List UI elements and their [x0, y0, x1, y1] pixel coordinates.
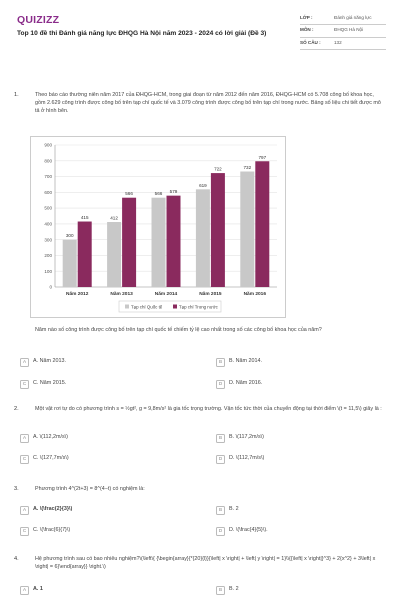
document-meta	[300, 13, 386, 50]
data-label: 722	[214, 166, 222, 172]
option-b[interactable]	[216, 504, 239, 516]
option-text: A. \(112,2m/s\)	[33, 434, 68, 441]
question-number: 1.	[14, 92, 19, 98]
option-text: C. \(\frac{6}{7}\)	[33, 527, 71, 534]
meta-value: ĐHQG Hà Nội	[334, 27, 364, 33]
bar-international	[240, 172, 254, 287]
question-text: Phương trình 4^(2t+3) = 8^(4−t) có nghiệm là:	[35, 486, 145, 492]
meta-label: MÔN :	[300, 27, 314, 33]
question-followup-text: Năm nào số công trình được công bố trên tạp chí quốc tế chiếm tỷ lệ cao nhất trong số các công bố khoa học của năm?	[35, 327, 322, 333]
option-c[interactable]	[20, 378, 66, 390]
option-letter: D	[216, 455, 225, 464]
meta-label: LỚP :	[300, 15, 313, 20]
option-text: B. 2	[229, 506, 239, 513]
data-label: 412	[110, 215, 118, 221]
option-text: B. Năm 2014.	[229, 358, 262, 365]
option-text: D. \(\frac{4}{5}\).	[229, 527, 268, 534]
option-letter: C	[20, 455, 29, 464]
option-d[interactable]	[216, 378, 262, 390]
legend-swatch	[173, 305, 177, 309]
y-tick-label: 0	[49, 284, 52, 290]
option-a[interactable]	[20, 432, 68, 444]
option-letter: B	[216, 586, 225, 595]
meta-class-row	[300, 13, 386, 25]
quizizz-logo: QUIZIZZ	[17, 14, 60, 26]
y-tick-label: 400	[44, 221, 52, 227]
option-letter: A	[20, 586, 29, 595]
option-letter: A	[20, 434, 29, 443]
y-tick-label: 100	[44, 268, 52, 274]
y-tick-label: 700	[44, 174, 52, 180]
x-tick-label: Năm 2014	[154, 292, 178, 297]
data-label: 619	[199, 182, 207, 188]
y-tick-label: 500	[44, 205, 52, 211]
bar-domestic	[211, 173, 225, 287]
option-c[interactable]	[20, 453, 69, 465]
meta-subject-row	[300, 25, 386, 37]
meta-value: 132	[334, 39, 342, 45]
option-c[interactable]	[20, 525, 70, 537]
option-text: A. \(\frac{2}{3}\)	[33, 506, 73, 513]
data-label: 579	[169, 189, 178, 195]
y-tick-label: 900	[44, 142, 52, 148]
option-letter: D	[216, 527, 225, 536]
document-header	[0, 0, 400, 72]
y-tick-label: 300	[44, 237, 52, 243]
option-letter: B	[216, 434, 225, 443]
option-text: A. Năm 2013.	[33, 358, 66, 365]
option-a[interactable]	[20, 584, 43, 596]
bar-international	[196, 189, 210, 287]
option-letter: A	[20, 506, 29, 515]
question-text: Theo báo cáo thường niên năm 2017 của ĐHQG-HCM, trong giai đoạn từ năm 2012 đến năm 2016, ĐHQG-HCM có 5.708 công bố khoa học, gồm 2.629 công trình được công bố trên tạp chí quốc tế và 3.079 công trình được công bố trên tạp chí trong nước. Bảng số liệu chi tiết được mô tả ở hình bên.	[35, 92, 381, 114]
meta-count-row	[300, 38, 386, 50]
x-tick-label: Năm 2013	[110, 292, 133, 297]
question-number: 2.	[14, 406, 19, 412]
option-b[interactable]	[216, 356, 262, 368]
option-text: C. \(127,7m/s\)	[33, 455, 69, 462]
x-tick-label: Năm 2015	[199, 292, 222, 297]
chart-svg	[31, 137, 287, 319]
publication-bar-chart	[30, 136, 286, 318]
legend-label: Tạp chí Trong nước	[179, 304, 218, 310]
y-tick-label: 600	[44, 189, 52, 195]
option-letter: A	[20, 358, 29, 367]
option-a[interactable]	[20, 356, 66, 368]
data-label: 300	[65, 233, 74, 239]
option-text: B. 2	[229, 586, 239, 593]
option-letter: C	[20, 527, 29, 536]
option-b[interactable]	[216, 432, 264, 444]
data-label: 797	[258, 154, 267, 160]
y-tick-label: 200	[44, 253, 52, 259]
data-label: 415	[80, 215, 89, 221]
option-d[interactable]	[216, 453, 264, 465]
option-d[interactable]	[216, 525, 268, 537]
option-text: D. \(112,7m/s\)	[229, 455, 265, 462]
option-letter: D	[216, 380, 225, 389]
legend-label: Tạp chí Quốc tế	[131, 304, 163, 310]
bar-domestic	[167, 196, 181, 287]
option-text: C. Năm 2015.	[33, 380, 67, 387]
question-text: Một vật rơi tự do có phương trình s = ½gt², g = 9,8m/s² là gia tốc trọng trường. Vận tốc tức thời của chuyển động tại thời điểm \(t = 11,5\) giây là :	[35, 406, 382, 412]
bar-international	[152, 198, 166, 287]
bar-domestic	[122, 198, 136, 287]
x-tick-label: Năm 2016	[243, 292, 267, 297]
legend-swatch	[125, 305, 129, 309]
option-a[interactable]	[20, 504, 72, 516]
option-text: A. 1	[33, 586, 43, 593]
document-title: Top 10 đề thi Đánh giá năng lực ĐHQG Hà Nội năm 2023 - 2024 có lời giải (Đề 3)	[17, 30, 267, 37]
question-number: 4.	[14, 556, 19, 562]
question-text: Hệ phương trình sau có bao nhiêu nghiệm?\(\left\{ {\begin{array}{*{20}{l}}{\left| x \right| + \left| y \right| = 1}\\{{\left| x \right|}^3} + 2{x^2} + 3\left| x \right| = 6}\end{array}} \right.\)	[35, 556, 376, 570]
data-label: 566	[154, 191, 163, 197]
bar-international	[63, 240, 77, 287]
x-tick-label: Năm 2012	[65, 292, 89, 297]
bar-international	[107, 222, 121, 287]
meta-label: SỐ CÂU :	[300, 39, 321, 45]
question-number: 3.	[14, 486, 19, 492]
data-label: 566	[125, 191, 133, 197]
data-label: 732	[243, 165, 252, 171]
meta-value: Đánh giá năng lực	[334, 15, 372, 20]
option-b[interactable]	[216, 584, 239, 596]
bar-domestic	[255, 161, 269, 287]
option-letter: B	[216, 358, 225, 367]
option-letter: C	[20, 380, 29, 389]
y-tick-label: 800	[44, 158, 52, 164]
option-letter: B	[216, 506, 225, 515]
option-text: B. \(117,2m/s\)	[229, 434, 264, 441]
bar-domestic	[78, 222, 92, 287]
option-text: D. Năm 2016.	[229, 380, 263, 387]
